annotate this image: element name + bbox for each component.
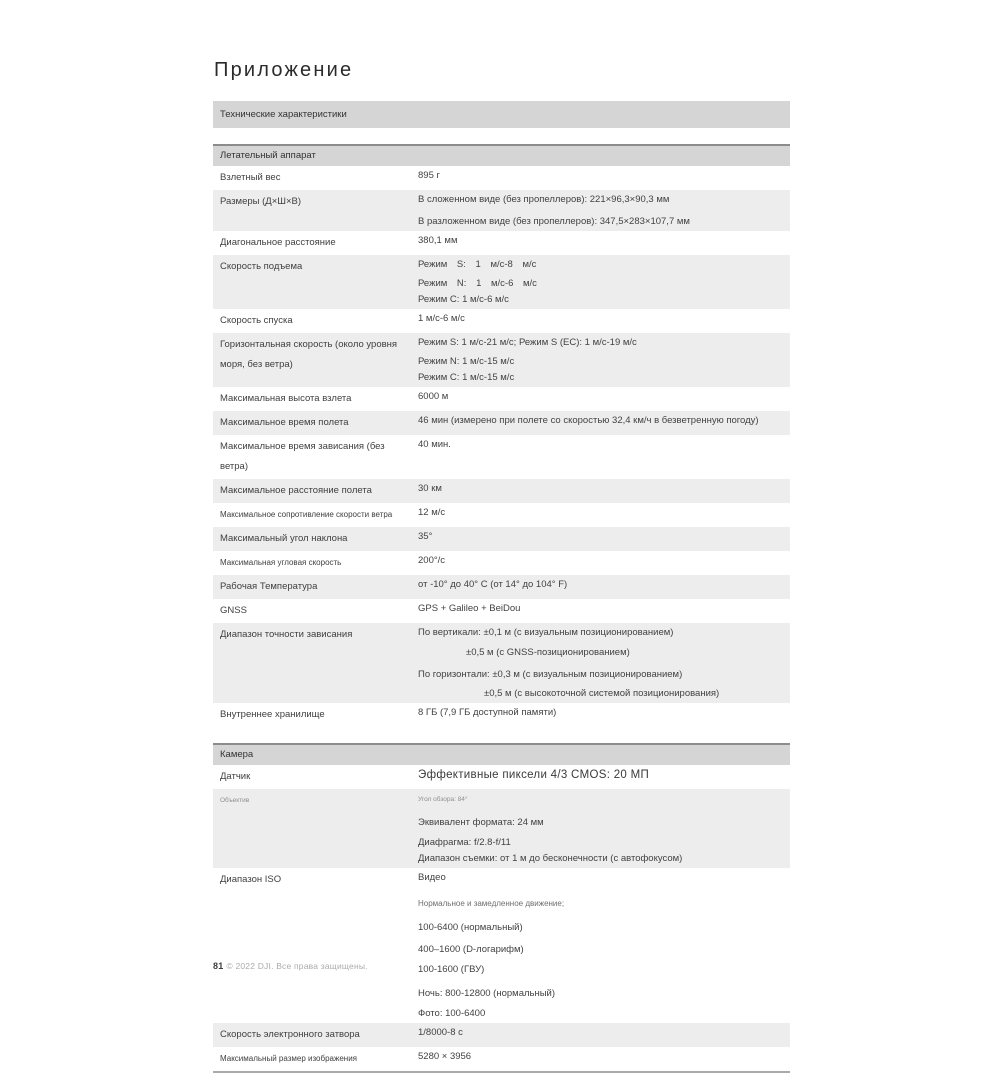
spec-value-line: Нормальное и замедленное движение; — [418, 899, 565, 908]
spec-value-line: Режим N: 1 м/с-6 м/с — [418, 278, 537, 289]
spec-value-line: В сложенном виде (без пропеллеров): 221×96,3×90,3 мм — [418, 194, 670, 205]
spec-row — [213, 411, 790, 435]
spec-row — [213, 231, 790, 255]
spec-row — [213, 575, 790, 599]
spec-value — [418, 334, 790, 386]
spec-row — [213, 255, 790, 309]
spec-label: Максимальное время полета — [220, 417, 349, 428]
spec-value — [418, 232, 790, 254]
spec-label: Скорость подъема — [220, 261, 303, 272]
page-number: 81 — [213, 961, 224, 971]
spec-value — [418, 167, 790, 189]
spec-label: Максимальное сопротивление скорости ветра — [220, 510, 393, 519]
spec-value-line: Эквивалент формата: 24 мм — [418, 817, 544, 828]
spec-row — [213, 599, 790, 623]
spec-value — [418, 766, 790, 788]
spec-value — [418, 412, 790, 434]
spec-row — [213, 387, 790, 411]
spec-value-line: 895 г — [418, 170, 440, 181]
spec-value — [418, 704, 790, 726]
spec-value-line: 40 мин. — [418, 439, 451, 450]
spec-value-line: 30 км — [418, 483, 442, 494]
spec-value-line: 12 м/с — [418, 507, 446, 518]
spec-header-bar: Технические характеристики — [213, 101, 790, 128]
spec-value-line: Режим C: 1 м/с-15 м/с — [418, 372, 515, 383]
spec-label: Максимальная угловая скорость — [220, 558, 342, 567]
spec-table — [213, 144, 790, 1071]
spec-label: Размеры (Д×Ш×В) — [220, 196, 302, 207]
spec-value — [418, 436, 790, 478]
spec-value-line: В разложенном виде (без пропеллеров): 347,5×283×107,7 мм — [418, 216, 690, 227]
spec-label: Горизонтальная скорость (около уровня моря, без ветра) — [220, 339, 398, 370]
spec-value — [418, 600, 790, 622]
spec-label: Скорость спуска — [220, 315, 293, 326]
spec-label: Диапазон ISO — [220, 874, 282, 885]
spec-value-line: 1/8000-8 с — [418, 1027, 463, 1038]
spec-row — [213, 333, 790, 387]
spec-value — [418, 1024, 790, 1046]
spec-value-line: ±0,5 м (с высокоточной системой позиционирования) — [484, 688, 720, 699]
spec-value-line: 200°/с — [418, 555, 446, 566]
page-title: Приложение — [214, 59, 354, 81]
spec-label: Внутреннее хранилище — [220, 709, 325, 720]
spec-value — [418, 1048, 790, 1070]
section-header: Камера — [213, 743, 790, 765]
spec-row — [213, 190, 790, 231]
spec-row — [213, 527, 790, 551]
spec-row — [213, 309, 790, 333]
spec-label: GNSS — [220, 605, 247, 616]
spec-row — [213, 551, 790, 575]
spec-value-line: Режим S: 1 м/с-8 м/с — [418, 259, 537, 270]
spec-value-line: 400–1600 (D-логарифм) — [418, 944, 524, 955]
spec-row — [213, 703, 790, 727]
spec-value — [418, 310, 790, 332]
spec-value-line: 46 мин (измерено при полете со скоростью 32,4 км/ч в безветренную погоду) — [418, 415, 759, 426]
spec-row — [213, 1047, 790, 1071]
spec-label: Максимальная высота взлета — [220, 393, 352, 404]
spec-row — [213, 479, 790, 503]
spec-value — [418, 869, 790, 1022]
spec-value-line: 5280 × 3956 — [418, 1051, 472, 1062]
spec-value-line: GPS + Galileo + BeiDou — [418, 603, 521, 614]
spec-value — [418, 576, 790, 598]
spec-value-line: Фото: 100-6400 — [418, 1008, 486, 1019]
spec-row — [213, 789, 790, 868]
spec-value — [418, 256, 790, 308]
page-content — [213, 0, 790, 1073]
spec-row — [213, 166, 790, 190]
spec-value-line: Режим C: 1 м/с-6 м/с — [418, 294, 509, 305]
spec-label: Максимальное время зависания (без ветра) — [220, 441, 385, 472]
spec-value-line: ±0,5 м (с GNSS-позиционированием) — [466, 647, 630, 658]
spec-label: Максимальный размер изображения — [220, 1054, 357, 1063]
spec-value — [418, 191, 790, 230]
spec-value-line: 6000 м — [418, 391, 449, 402]
spec-value — [418, 552, 790, 574]
spec-value-line: 100-6400 (нормальный) — [418, 922, 523, 933]
spec-value-line: По горизонтали: ±0,3 м (с визуальным позиционированием) — [418, 669, 683, 680]
spec-label: Максимальный угол наклона — [220, 533, 348, 544]
spec-value — [418, 624, 790, 702]
spec-value — [418, 504, 790, 526]
spec-label: Датчик — [220, 771, 251, 782]
spec-value — [418, 790, 790, 867]
spec-value-line: 1 м/с-6 м/с — [418, 313, 465, 324]
spec-value — [418, 388, 790, 410]
spec-value-line: от -10° до 40° C (от 14° до 104° F) — [418, 579, 568, 590]
spec-value-line: Угол обзора: 84° — [418, 796, 468, 803]
section-header: Летательный аппарат — [213, 144, 790, 166]
copyright-text: © 2022 DJI. Все права защищены. — [226, 961, 368, 971]
spec-label: Скорость электронного затвора — [220, 1029, 360, 1040]
spec-value-line: Диапазон съемки: от 1 м до бесконечности (с автофокусом) — [418, 853, 683, 864]
spec-row — [213, 1023, 790, 1047]
spec-value — [418, 528, 790, 550]
spec-value-line: Режим S: 1 м/с-21 м/с; Режим S (EC): 1 м/с-19 м/с — [418, 337, 637, 348]
spec-value-line: 380,1 мм — [418, 235, 458, 246]
spec-row — [213, 435, 790, 479]
spec-label: Взлетный вес — [220, 172, 281, 183]
spec-row — [213, 623, 790, 703]
spec-value-line: 100-1600 (ГВУ) — [418, 964, 485, 975]
spec-row — [213, 765, 790, 789]
spec-label: Объектив — [220, 797, 250, 804]
spec-value-line: По вертикали: ±0,1 м (с визуальным позиционированием) — [418, 627, 674, 638]
spec-value-line: 35° — [418, 531, 433, 542]
spec-value-line: Режим N: 1 м/с-15 м/с — [418, 356, 515, 367]
spec-value-line: Диафрагма: f/2.8-f/11 — [418, 837, 511, 848]
spec-label: Диапазон точности зависания — [220, 629, 353, 640]
spec-value-line: Ночь: 800-12800 (нормальный) — [418, 988, 556, 999]
spec-label: Максимальное расстояние полета — [220, 485, 372, 496]
spec-label: Диагональное расстояние — [220, 237, 336, 248]
spec-value-line: Эффективные пиксели 4/3 CMOS: 20 МП — [418, 769, 650, 781]
page-footer — [213, 961, 368, 971]
spec-row — [213, 503, 790, 527]
spec-label: Рабочая Температура — [220, 581, 318, 592]
spec-value-line: 8 ГБ (7,9 ГБ доступной памяти) — [418, 707, 557, 718]
spec-value — [418, 480, 790, 502]
spec-value-line: Видео — [418, 872, 446, 883]
